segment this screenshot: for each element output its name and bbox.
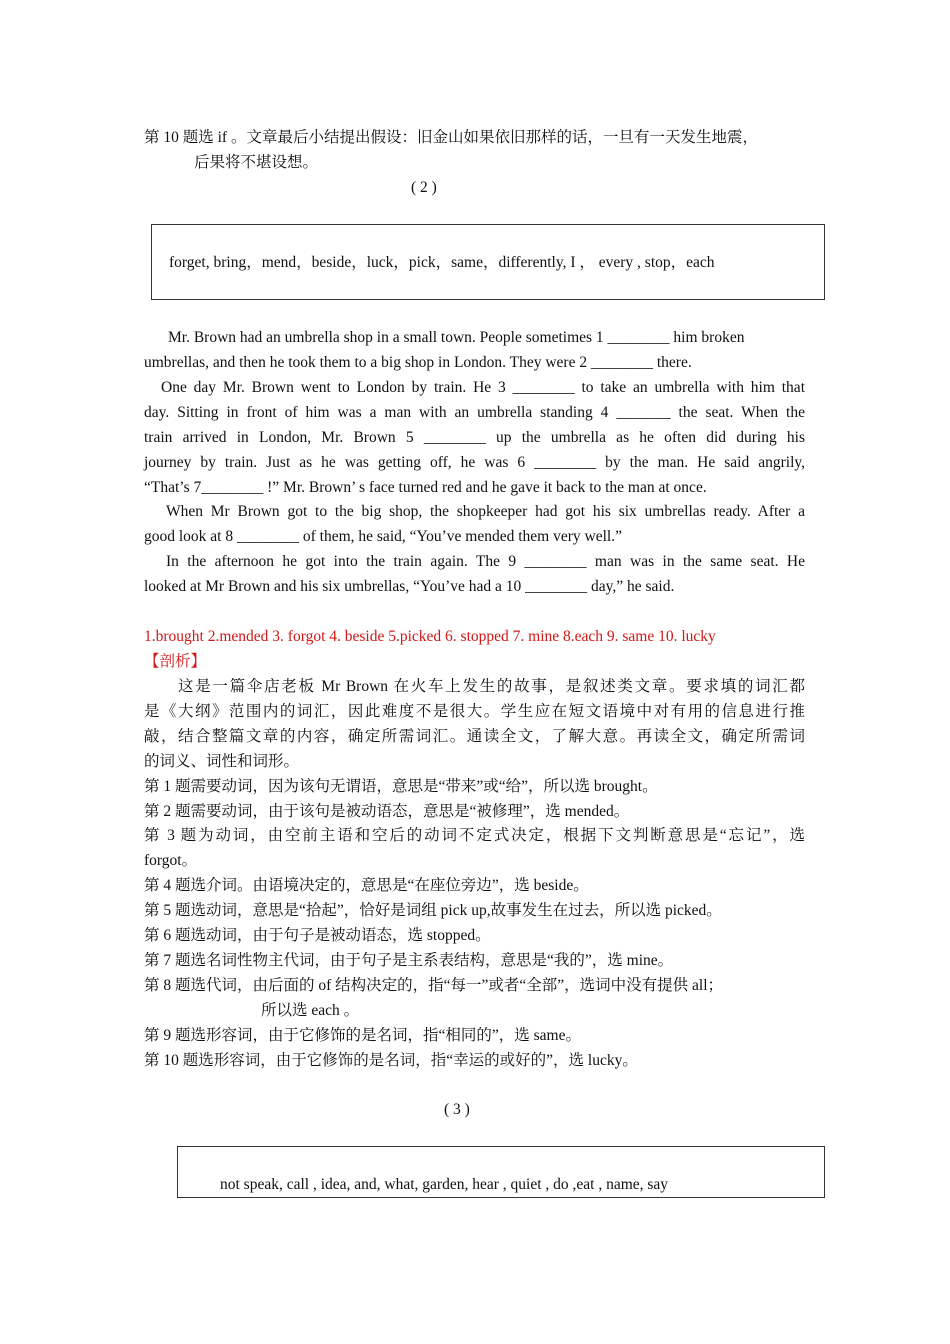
passage-line: journey by train. Just as he was getting off, he was 6 ________ by the man. He said angrily,: [144, 454, 805, 471]
section-3-heading: ( 3 ): [444, 1101, 470, 1118]
word-bank-text-2: forget, bring，mend，beside，luck，pick，same，differently, I ， every , stop，each: [169, 254, 715, 271]
analysis-line: 第 1 题需要动词，因为该句无谓语，意思是“带来”或“给”，所以选 brought。: [144, 778, 658, 795]
word-bank-box-3: [177, 1146, 825, 1198]
intro-line-2: 后果将不堪设想。: [194, 154, 319, 171]
analysis-line: 的词义、词性和词形。: [144, 753, 300, 770]
analysis-line: 敲，结合整篇文章的内容，确定所需词汇。通读全文，了解大意。再读全文，确定所需词: [144, 728, 805, 745]
analysis-line: 第 7 题选名词性物主代词，由于句子是主系表结构，意思是“我的”，选 mine。: [144, 952, 674, 969]
analysis-line: 第 6 题选动词，由于句子是被动语态，选 stopped。: [144, 927, 491, 944]
section-2-heading: ( 2 ): [411, 179, 437, 196]
passage-line: In the afternoon he got into the train again. The 9 ________ man was in the same seat. He: [166, 553, 805, 570]
analysis-line: 是《大纲》范围内的词汇，因此难度不是很大。学生应在短文语境中对有用的信息进行推: [144, 703, 805, 720]
passage-line: looked at Mr Brown and his six umbrellas, “You’ve had a 10 ________ day,” he said.: [144, 578, 675, 595]
passage-line: “That’s 7________ !” Mr. Brown’ s face turned red and he gave it back to the man at once.: [144, 479, 707, 496]
analysis-line: 所以选 each 。: [261, 1002, 360, 1019]
passage-line: day. Sitting in front of him was a man with an umbrella standing 4 _______ the seat. When the: [144, 404, 805, 421]
answer-key: 1.brought 2.mended 3. forgot 4. beside 5.picked 6. stopped 7. mine 8.each 9. same 10. lucky: [144, 628, 716, 645]
analysis-line: 第 5 题选动词，意思是“拾起”，恰好是词组 pick up,故事发生在过去，所以选 picked。: [144, 902, 722, 919]
passage-line: Mr. Brown had an umbrella shop in a small town. People sometimes 1 ________ him broken: [168, 329, 745, 346]
passage-line: One day Mr. Brown went to London by train. He 3 ________ to take an umbrella with him that: [161, 379, 805, 396]
analysis-line: 第 9 题选形容词，由于它修饰的是名词，指“相同的”，选 same。: [144, 1027, 581, 1044]
word-bank-text-3: not speak, call , idea, and, what, garden, hear , quiet , do ,eat , name, say: [220, 1176, 669, 1193]
analysis-line: 这是一篇伞店老板 Mr Brown 在火车上发生的故事，是叙述类文章。要求填的词汇都: [178, 678, 805, 695]
passage-line: umbrellas, and then he took them to a big shop in London. They were 2 ________ there.: [144, 354, 692, 371]
analysis-label: 【剖析】: [144, 653, 207, 670]
analysis-line: 第 3 题为动词，由空前主语和空后的动词不定式决定，根据下文判断意思是“忘记”，选: [144, 827, 805, 844]
analysis-line: 第 8 题选代词，由后面的 of 结构决定的，指“每一”或者“全部”，选词中没有提供 all；: [144, 977, 724, 994]
passage-line: When Mr Brown got to the big shop, the shopkeeper had got his six umbrellas ready. After a: [166, 503, 805, 520]
analysis-line: 第 2 题需要动词，由于该句是被动语态，意思是“被修理”，选 mended。: [144, 803, 630, 820]
analysis-line: 第 10 题选形容词，由于它修饰的是名词，指“幸运的或好的”，选 lucky。: [144, 1052, 638, 1069]
word-bank-box-2: [151, 224, 825, 300]
analysis-line: forgot。: [144, 852, 198, 869]
passage-line: good look at 8 ________ of them, he said, “You’ve mended them very well.”: [144, 528, 622, 545]
intro-line-1: 第 10 题选 if 。文章最后小结提出假设：旧金山如果依旧那样的话，一旦有一天发生地震，: [144, 129, 758, 146]
analysis-line: 第 4 题选介词。由语境决定的，意思是“在座位旁边”，选 beside。: [144, 877, 589, 894]
passage-line: train arrived in London, Mr. Brown 5 ________ up the umbrella as he often did during his: [144, 429, 805, 446]
